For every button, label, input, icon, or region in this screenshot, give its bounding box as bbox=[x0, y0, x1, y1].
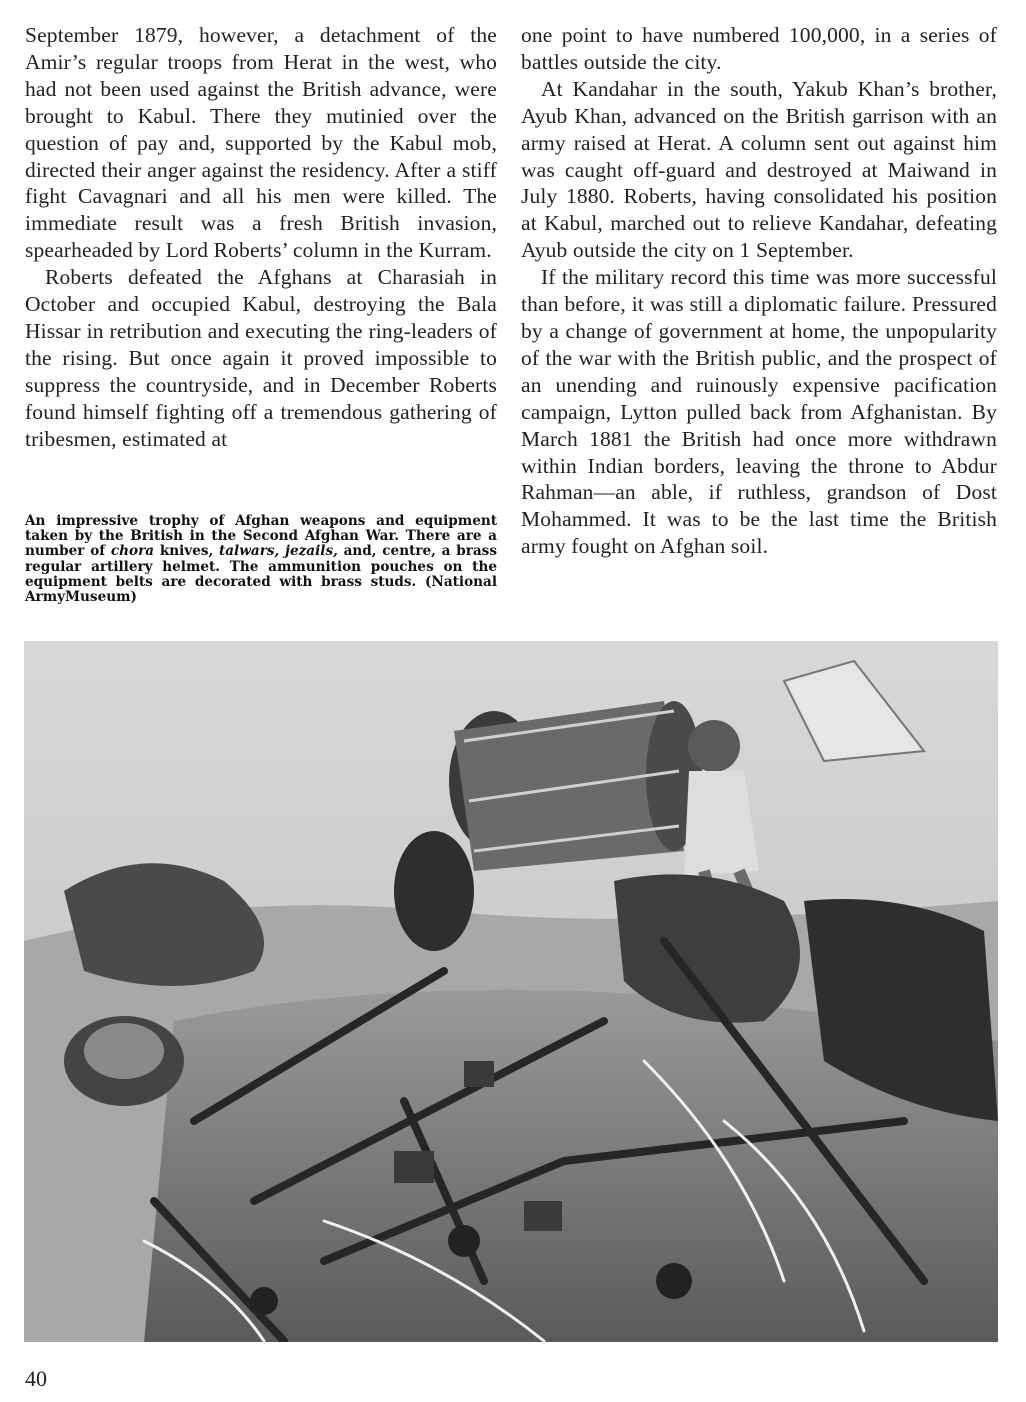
right-paragraph-2: At Kandahar in the south, Yakub Khan’s brother, Ayub Khan, advanced on the British garrison with an army raised at Herat. A column sent out against him was caught off-guard and destroyed at Maiwand in July 1880. Roberts, having consolidated his position at Kabul, marched out to relieve Kandahar, defeating Ayub outside the city on 1 September. bbox=[521, 76, 997, 263]
ammunition-pouch bbox=[394, 1151, 434, 1183]
left-paragraph-2: Roberts defeated the Afghans at Charasiah in October and occupied Kabul, destroying the Bala Hissar in retribution and executing the ring-leaders of the rising. But once again it proved impossible to suppress the countryside, and in December Roberts found himself fighting off a tremendous gathering of tribesmen, estimated at bbox=[25, 265, 497, 451]
caption-italic-weapons: talwars, jezails, bbox=[218, 543, 338, 560]
page-number: 40 bbox=[25, 1366, 47, 1391]
caption-italic-chora: chora bbox=[110, 543, 155, 560]
caption-text-2: knives, bbox=[154, 543, 219, 560]
left-paragraph-1: September 1879, however, a detachment of the Amir’s regular troops from Herat in the west, who had not been used against the British advance, were brought to Kabul. There they mutinied over the question of pay and, supported by the Kabul mob, directed their anger against the residency. After a stiff fight Cavagnari and all his men were killed. The immediate result was a fresh British invasion, spearheaded by Lord Roberts’ column in the Kurram. bbox=[25, 23, 497, 263]
right-column bbox=[521, 22, 997, 560]
left-column bbox=[25, 22, 497, 453]
caption-text-1: An impressive trophy of Afghan weapons and equipment taken by the British in the Second Afghan War. There are a number of bbox=[25, 513, 497, 560]
trophy-photograph bbox=[24, 641, 998, 1342]
right-paragraph-1: one point to have numbered 100,000, in a series of battles outside the city. bbox=[521, 23, 997, 74]
photo-illustration bbox=[24, 641, 998, 1342]
caption-text-3: and, centre, a brass regular artillery helmet. The ammunition pouches on the equipment belts are decorated with brass studs. (National ArmyMuseum) bbox=[25, 543, 497, 606]
drum bbox=[449, 701, 702, 871]
photo-caption bbox=[25, 514, 497, 605]
right-paragraph-3: If the military record this time was more successful than before, it was still a diplomatic failure. Pressured by a change of government at home, the unpopularity of the war with the British public, and the prospect of an unending and ruinously expensive pacification campaign, Lytton pulled back from Afghanistan. By March 1881 the British had once more withdrawn within Indian borders, leaving the throne to Abdur Rahman—an able, if ruthless, grandson of Dost Mohammed. It was to be the last time the British army fought on Afghan soil. bbox=[521, 265, 997, 559]
